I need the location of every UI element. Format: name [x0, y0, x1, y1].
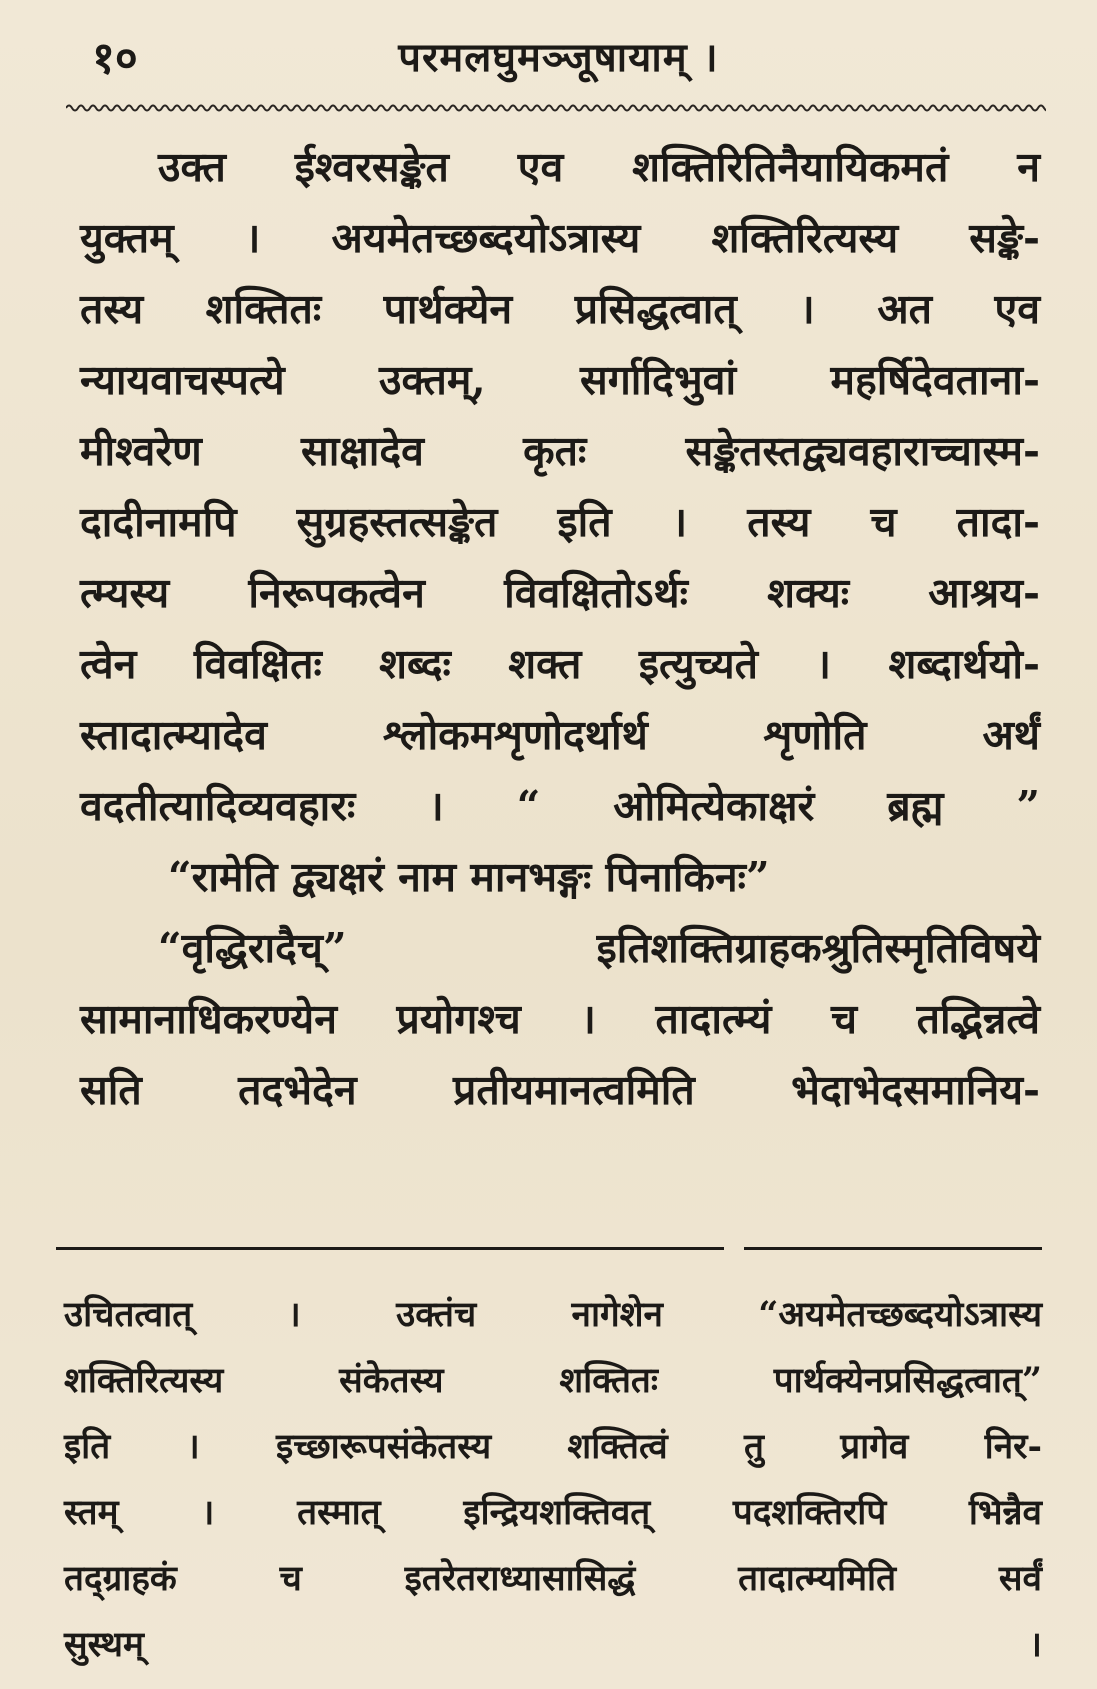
text-line: “वृद्धिरादैच्” इतिशक्तिग्राहकश्रुतिस्मृतिविषये	[158, 924, 1040, 972]
footnote-line: उचितत्वात् । उक्तंच नागेशेन “अयमेतच्छब्दयोऽत्रास्य	[64, 1294, 1042, 1335]
text-line: त्म्यस्य निरूपकत्वेन विवक्षितोऽर्थः शक्यः आश्रय-	[80, 569, 1040, 617]
footnote-line: तद्ग्राहकं च इतरेतराध्यासासिद्धं तादात्म्यमिति सर्वं	[64, 1558, 1042, 1599]
text-line: त्वेन विवक्षितः शब्दः शक्त इत्युच्यते । शब्दार्थयो-	[80, 640, 1040, 688]
main-text-block	[80, 132, 1040, 1126]
text-line: तस्य शक्तितः पार्थक्येन प्रसिद्धत्वात् । अत एव	[80, 285, 1040, 333]
text-line: सामानाधिकरण्येन प्रयोगश्च । तादात्म्यं च तद्भिन्नत्वे	[80, 995, 1040, 1043]
running-title: परमलघुमञ्जूषायाम् ।	[398, 34, 719, 81]
footnote-separator	[56, 1245, 1042, 1253]
text-line: युक्तम् । अयमेतच्छब्दयोऽत्रास्य शक्तिरित्यस्य सङ्के-	[80, 214, 1040, 262]
footnote-line: सुस्थम् ।	[64, 1624, 1042, 1665]
footnote-line: स्तम् । तस्मात् इन्द्रियशक्तिवत् पदशक्तिरपि भिन्नैव	[64, 1492, 1042, 1533]
text-line: दादीनामपि सुग्रहस्तत्सङ्केत इति । तस्य च तादा-	[80, 498, 1040, 546]
text-line: वदतीत्यादिव्यवहारः । “ ओमित्येकाक्षरं ब्रह्म ”	[80, 782, 1040, 830]
page-number: १०	[92, 33, 138, 84]
text-line: सति तदभेदेन प्रतीयमानत्वमिति भेदाभेदसमानिय-	[80, 1066, 1040, 1114]
text-line: मीश्वरेण साक्षादेव कृतः सङ्केतस्तद्व्यवहाराच्चास्म-	[80, 427, 1040, 475]
footnote-line: इति । इच्छारूपसंकेतस्य शक्तित्वं तु प्रागेव निर-	[64, 1426, 1042, 1467]
text-line: उक्त ईश्वरसङ्केत एव शक्तिरितिनैयायिकमतं न	[158, 143, 1040, 191]
footnote-block	[64, 1282, 1042, 1678]
verse-line: “रामेति द्व्यक्षरं नाम मानभङ्गः पिनाकिनः”	[168, 853, 770, 901]
page-header	[80, 18, 1037, 88]
footnote-line: शक्तिरित्यस्य संकेतस्य शक्तितः पार्थक्येनप्रसिद्धत्वात्”	[64, 1360, 1042, 1401]
text-line: स्तादात्म्यादेव श्लोकमशृणोदर्थार्थ शृणोति अर्थं	[80, 711, 1040, 759]
wavy-rule	[66, 100, 1046, 116]
text-line: न्यायवाचस्पत्ये उक्तम्, सर्गादिभुवां महर्षिदेवताना-	[80, 356, 1040, 404]
